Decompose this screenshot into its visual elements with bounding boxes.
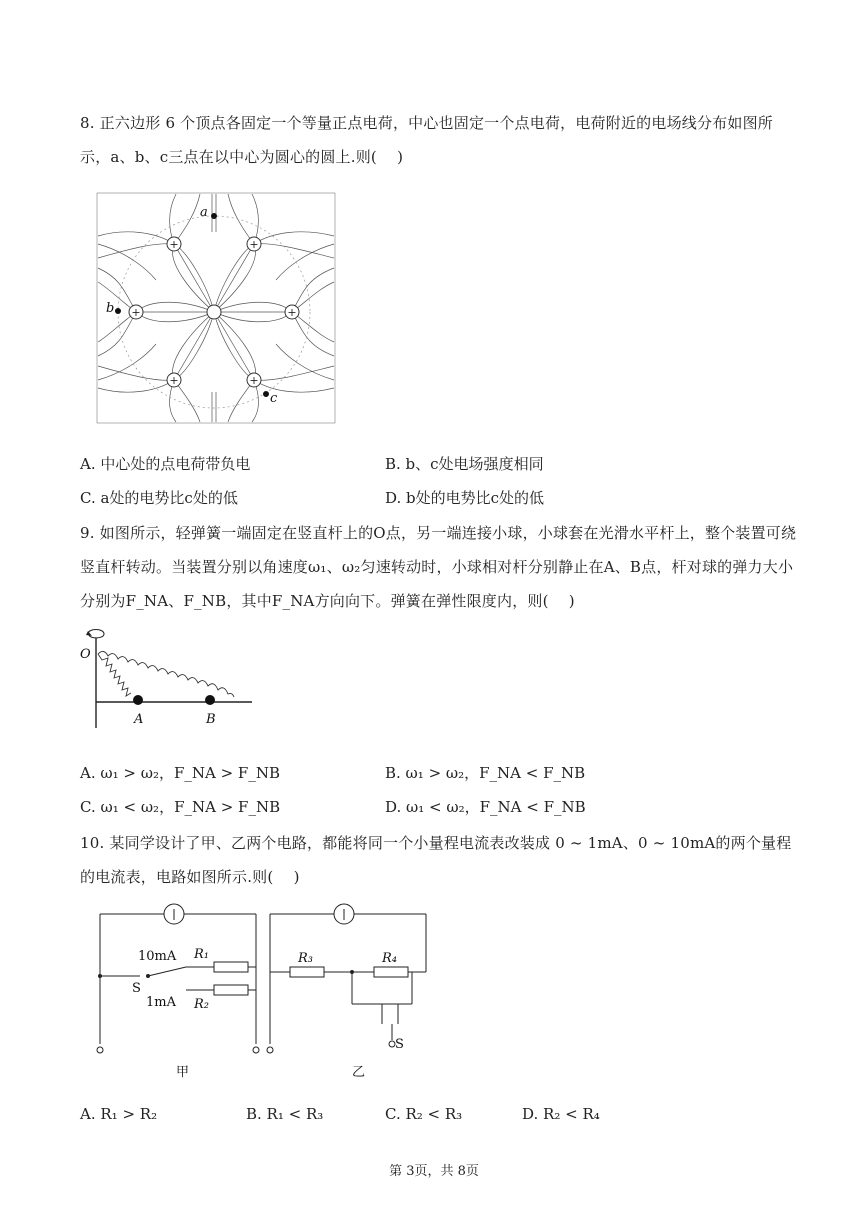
q9-option-c[interactable]: C. ω₁ < ω₂，F_NA > F_NB <box>80 798 281 816</box>
R3-label: R₃ <box>298 951 313 966</box>
charge-plus-label: + <box>169 238 179 251</box>
q10-option-b[interactable]: B. R₁ < R₃ <box>246 1105 324 1123</box>
R1-label: R₁ <box>194 947 209 962</box>
point-c-label: c <box>270 391 278 406</box>
charge-plus-label: + <box>131 306 141 319</box>
switch-S-label-yi: S <box>395 1037 404 1052</box>
charge-plus-label: + <box>249 238 259 251</box>
circuit-jia-label: 甲 <box>176 1065 190 1080</box>
q10-stem: 10. 某同学设计了甲、乙两个电路，都能将同一个小量程电流表改装成 0 ~ 1mA、0 ~ 10mA的两个量程的电流表，电路如图所示.则( ) <box>80 834 792 886</box>
range-10mA-label: 10mA <box>138 949 177 964</box>
charge-plus-label: + <box>249 374 259 387</box>
q8-stem: 8. 正六边形 6 个顶点各固定一个等量正点电荷，中心也固定一个点电荷，电荷附近的电场线分布如图所示，a、b、c三点在以中心为圆心的圆上.则( ) <box>80 114 773 166</box>
q10-option-a[interactable]: A. R₁ > R₂ <box>80 1105 158 1123</box>
electric-field-figure <box>96 192 336 424</box>
point-B-label: B <box>206 712 216 727</box>
q10-option-c[interactable]: C. R₂ < R₃ <box>385 1105 463 1123</box>
point-b-label: b <box>106 301 115 316</box>
charge-plus-label: + <box>287 306 297 319</box>
range-1mA-label: 1mA <box>146 995 176 1010</box>
point-a-label: a <box>200 205 208 220</box>
q9-stem: 9. 如图所示，轻弹簧一端固定在竖直杆上的O点，另一端连接小球，小球套在光滑水平杆上，整个装置可绕竖直杆转动。当装置分别以角速度ω₁、ω₂匀速转动时，小球相对杆分别静止在A、B点，杆对球的弹力大小分别为F_NA、F_NB，其中F_NA方向向下。弹簧在弹性限度内，则( ) <box>80 524 797 610</box>
q9-option-d[interactable]: D. ω₁ < ω₂，F_NA < F_NB <box>385 798 586 816</box>
q8-option-d[interactable]: D. b处的电势比c处的低 <box>385 489 545 507</box>
q8-option-b[interactable]: B. b、c处电场强度相同 <box>385 455 544 473</box>
R4-label: R₄ <box>382 951 397 966</box>
spring-rotation-figure <box>76 624 256 732</box>
q9-option-b[interactable]: B. ω₁ > ω₂，F_NA < F_NB <box>385 764 586 782</box>
switch-S-label-jia: S <box>132 981 141 996</box>
circuit-figure <box>90 900 440 1085</box>
page-footer: 第 3页，共 8页 <box>389 1164 479 1179</box>
q8-option-a[interactable]: A. 中心处的点电荷带负电 <box>80 455 251 473</box>
R2-label: R₂ <box>194 997 209 1012</box>
charge-plus-label: + <box>169 374 179 387</box>
point-A-label: A <box>134 712 144 727</box>
q9-option-a[interactable]: A. ω₁ > ω₂，F_NA > F_NB <box>80 764 280 782</box>
circuit-yi-label: 乙 <box>352 1065 366 1080</box>
q8-option-c[interactable]: C. a处的电势比c处的低 <box>80 489 238 507</box>
q10-option-d[interactable]: D. R₂ < R₄ <box>522 1105 600 1123</box>
point-O-label: O <box>80 647 91 662</box>
